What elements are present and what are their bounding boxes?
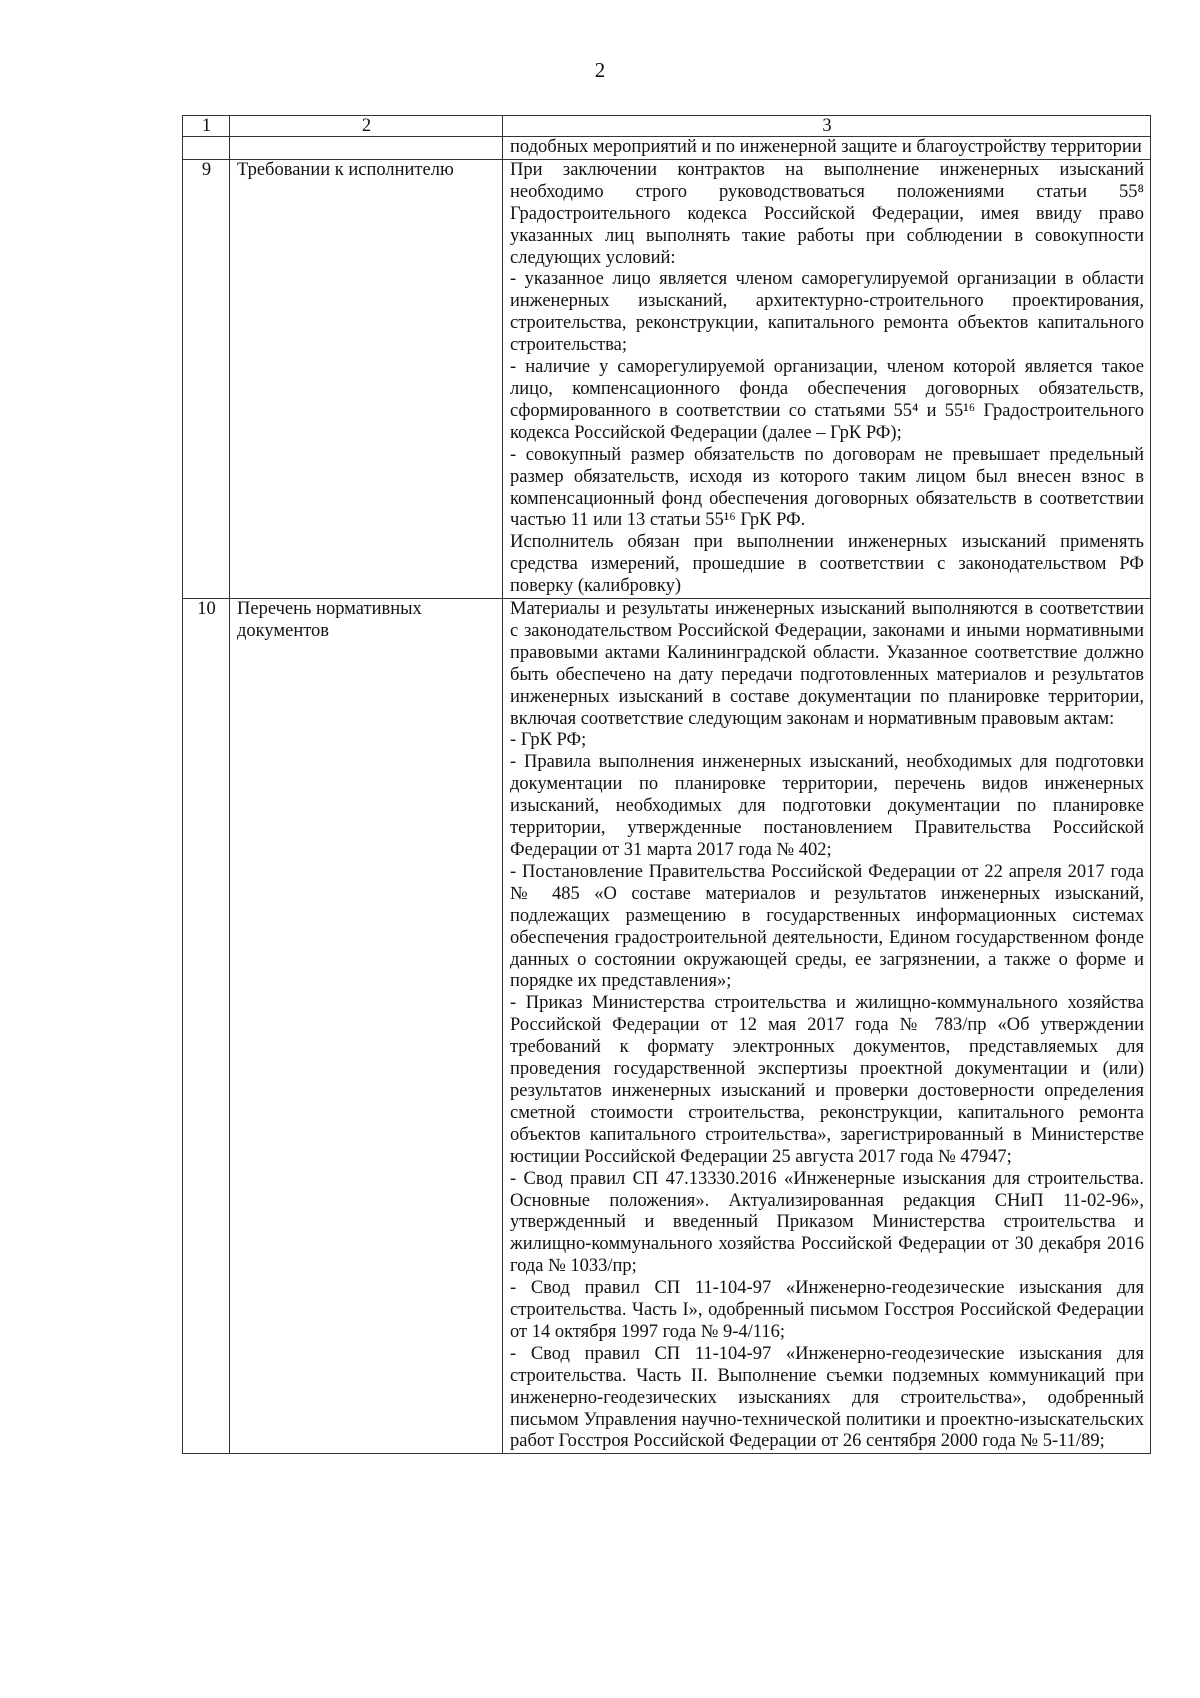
paragraph: - Приказ Министерства строительства и жилищно-коммунального хозяйства Российской Федерации от 12 мая 2017 года № 783/пр «Об утверждении требований к формату электронных документов, представляемых для проведения государственной экспертизы проектной документации и (или) результатов инженерных изысканий и проверки достоверности определения сметной стоимости строительства, реконструкции, капитального ремонта объектов капитального строительства», зарегистрированный в Министерстве юстиции Российской Федерации 25 августа 2017 года № 47947;	[510, 993, 1144, 1167]
paragraph: - наличие у саморегулируемой организации, членом которой является такое лицо, компенсационного фонда обеспечения договорных обязательств, сформированного в соответствии со статьями 55⁴ и 55¹⁶ Градостроительного кодекса Российской Федерации (далее – ГрК РФ);	[510, 357, 1144, 443]
paragraph: - Свод правил СП 47.13330.2016 «Инженерные изыскания для строительства. Основные положения». Актуализированная редакция СНиП 11-02-96», утвержденный и введенный Приказом Министерства строительства и жилищно-коммунального хозяйства Российской Федерации от 30 декабря 2016 года № 1033/пр;	[510, 1168, 1144, 1277]
row-content	[503, 137, 1151, 160]
column-header: 3	[503, 116, 1151, 137]
table-row	[183, 599, 1151, 1454]
column-header: 1	[183, 116, 230, 137]
paragraph: Исполнитель обязан при выполнении инженерных изысканий применять средства измерений, прошедшие в соответствии с законодательством РФ поверку (калибровку)	[510, 532, 1144, 597]
row-title: Перечень нормативных документов	[230, 599, 503, 1454]
table-row	[183, 137, 1151, 160]
column-header: 2	[230, 116, 503, 137]
row-title: Требовании к исполнителю	[230, 159, 503, 598]
paragraph: - Правила выполнения инженерных изысканий, необходимых для подготовки документации по планировке территории, перечень видов инженерных изысканий, необходимых для подготовки документации по планировке территории, утвержденные постановлением Правительства Российской Федерации от 31 марта 2017 года № 402;	[510, 752, 1144, 860]
paragraph: - указанное лицо является членом саморегулируемой организации в области инженерных изысканий, архитектурно-строительного проектирования, строительства, реконструкции, капитального ремонта объектов капитального строительства;	[510, 269, 1144, 356]
paragraph: - Свод правил СП 11-104-97 «Инженерно-геодезические изыскания для строительства. Часть I», одобренный письмом Госстроя Российской Федерации от 14 октября 1997 года № 9-4/116;	[510, 1278, 1144, 1342]
row-number: 10	[183, 599, 230, 1454]
row-content	[503, 159, 1151, 598]
paragraph: Материалы и результаты инженерных изысканий выполняются в соответствии с законодательством Российской Федерации, законами и иными нормативными правовыми актами Калининградской области. Указанное соответствие должно быть обеспечено на дату передачи подготовленных материалов и результатов инженерных изысканий в составе документации по планировке территории, включая соответствие следующим законам и нормативным правовым актам:	[510, 599, 1144, 729]
row-title	[230, 137, 503, 160]
paragraph: подобных мероприятий и по инженерной защите и благоустройству территории	[510, 137, 1142, 157]
requirements-table	[182, 115, 1151, 1454]
table-header-row	[183, 116, 1151, 137]
paragraph: - Постановление Правительства Российской Федерации от 22 апреля 2017 года № 485 «О составе материалов и результатов инженерных изысканий, подлежащих размещению в государственных информационных системах обеспечения градостроительной деятельности, Едином государственном фонде данных о состоянии окружающей среды, ее загрязнении, а также о форме и порядке их представления»;	[510, 861, 1144, 992]
row-content	[503, 599, 1151, 1454]
paragraph: - Свод правил СП 11-104-97 «Инженерно-геодезические изыскания для строительства. Часть II. Выполнение съемки подземных коммуникаций при инженерно-геодезических изысканиях для строительства», одобренный письмом Управления научно-технической политики и проектно-изыскательских работ Госстроя Российской Федерации от 26 сентября 2000 года № 5-11/89;	[510, 1343, 1144, 1452]
table-row	[183, 159, 1151, 598]
paragraph: - ГрК РФ;	[510, 730, 587, 751]
paragraph: - совокупный размер обязательств по договорам не превышает предельный размер обязательств, исходя из которого таким лицом был внесен взнос в компенсационный фонд обеспечения договорных обязательств в соответствии частью 11 или 13 статьи 55¹⁶ ГрК РФ.	[510, 444, 1144, 531]
page-number: 2	[594, 58, 606, 82]
row-number: 9	[183, 159, 230, 598]
paragraph: При заключении контрактов на выполнение инженерных изысканий необходимо строго руководствоваться положениями статьи 55⁸ Градостроительного кодекса Российской Федерации, имея ввиду право указанных лиц выполнять такие работы при соблюдении в совокупности следующих условий:	[510, 159, 1144, 268]
row-number	[183, 137, 230, 160]
